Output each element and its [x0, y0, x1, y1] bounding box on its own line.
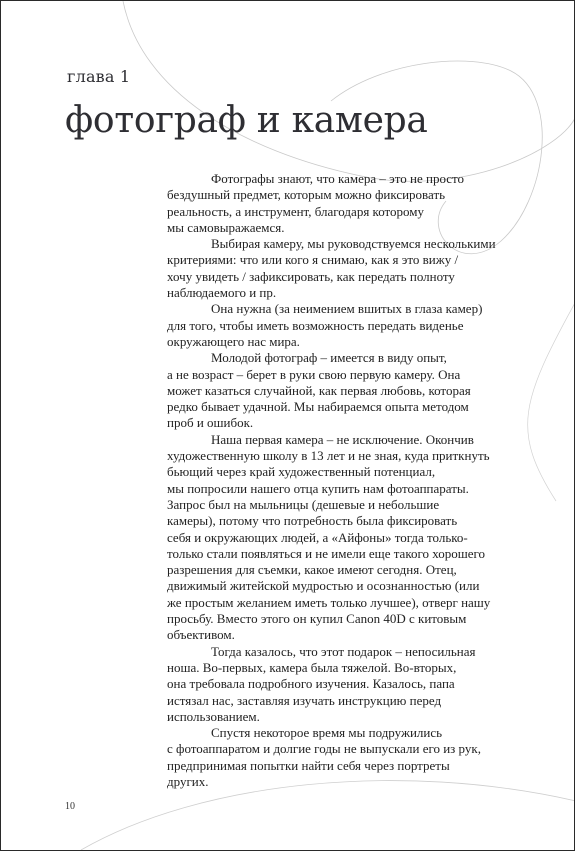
body-line: ноша. Во-первых, камера была тяжелой. Во-вторых,	[167, 659, 457, 675]
decorative-curve-bottom	[81, 781, 574, 850]
body-line: предпринимая попытки найти себя через портреты	[167, 757, 450, 773]
body-line: просьбу. Вместо этого он купил Canon 40D с китовым	[167, 611, 467, 627]
body-text	[167, 171, 512, 790]
chapter-title: фотограф и камера	[65, 100, 428, 141]
body-line: объективом.	[167, 627, 235, 643]
decorative-curve-arc	[123, 1, 574, 181]
body-line: Молодой фотограф – имеется в виду опыт,	[211, 350, 447, 366]
body-line: только стали появляться и не имели еще такого хорошего	[167, 545, 486, 561]
body-line: она требовала подробного изучения. Казалось, папа	[167, 676, 455, 692]
body-line: себя и окружающих людей, а «Айфоны» тогда только-	[167, 529, 468, 545]
body-line: мы попросили нашего отца купить нам фотоаппараты.	[167, 480, 469, 496]
body-line: окружающего нас мира.	[167, 333, 300, 349]
body-line: наблюдаемого и пр.	[167, 285, 277, 301]
body-line: мы самовыражаемся.	[167, 219, 285, 235]
page-number: 10	[65, 801, 75, 812]
decorative-curve-right	[528, 301, 574, 501]
body-line: Спустя некоторое время мы подружились	[211, 725, 443, 741]
body-line: а не возраст – берет в руки свою первую камеру. Она	[167, 366, 461, 382]
body-line: с фотоаппаратом и долгие годы не выпускали его из рук,	[167, 741, 481, 757]
body-line: истязал нас, заставляя изучать инструкцию перед	[167, 692, 442, 708]
body-line: движимый житейской мудростью и осознанностью (или	[167, 578, 480, 594]
body-line: проб и ошибок.	[167, 415, 254, 431]
body-line: реальность, а инструмент, благодаря которому	[167, 203, 425, 219]
body-line: бьющий через край художественный потенциал,	[167, 464, 436, 480]
body-line: Наша первая камера – не исключение. Окончив	[211, 431, 474, 447]
body-line: бездушный предмет, которым можно фиксировать	[167, 187, 446, 203]
body-line: художественную школу в 13 лет и не зная, куда приткнуть	[167, 448, 490, 464]
body-line: Фотографы знают, что камера – это не просто	[211, 171, 465, 186]
chapter-label: глава 1	[67, 67, 131, 86]
body-line: редко бывает удачной. Мы набираемся опыта методом	[167, 399, 469, 415]
body-line: Она нужна (за неимением вшитых в глаза камер)	[211, 301, 483, 317]
body-line: критериями: что или кого я снимаю, как я это вижу /	[167, 252, 459, 268]
body-line: для того, чтобы иметь возможность передать виденье	[167, 317, 464, 333]
body-line: же простым желанием иметь только лучшее), отверг нашу	[167, 594, 491, 610]
body-line: Выбирая камеру, мы руководствуемся несколькими	[211, 236, 496, 252]
body-line: Запрос был на мыльницы (дешевые и небольшие	[167, 496, 440, 512]
body-line: Тогда казалось, что этот подарок – непосильная	[211, 643, 476, 659]
body-line: может казаться случайной, как первая любовь, которая	[167, 382, 471, 398]
body-line: использованием.	[167, 708, 260, 724]
body-line: других.	[167, 773, 209, 789]
body-line: камеры), потому что потребность была фиксировать	[167, 513, 458, 529]
body-line: разрешения для съемки, какое имеют сегодня. Отец,	[167, 562, 457, 578]
body-line: хочу увидеть / зафиксировать, как передать полноту	[167, 268, 455, 284]
